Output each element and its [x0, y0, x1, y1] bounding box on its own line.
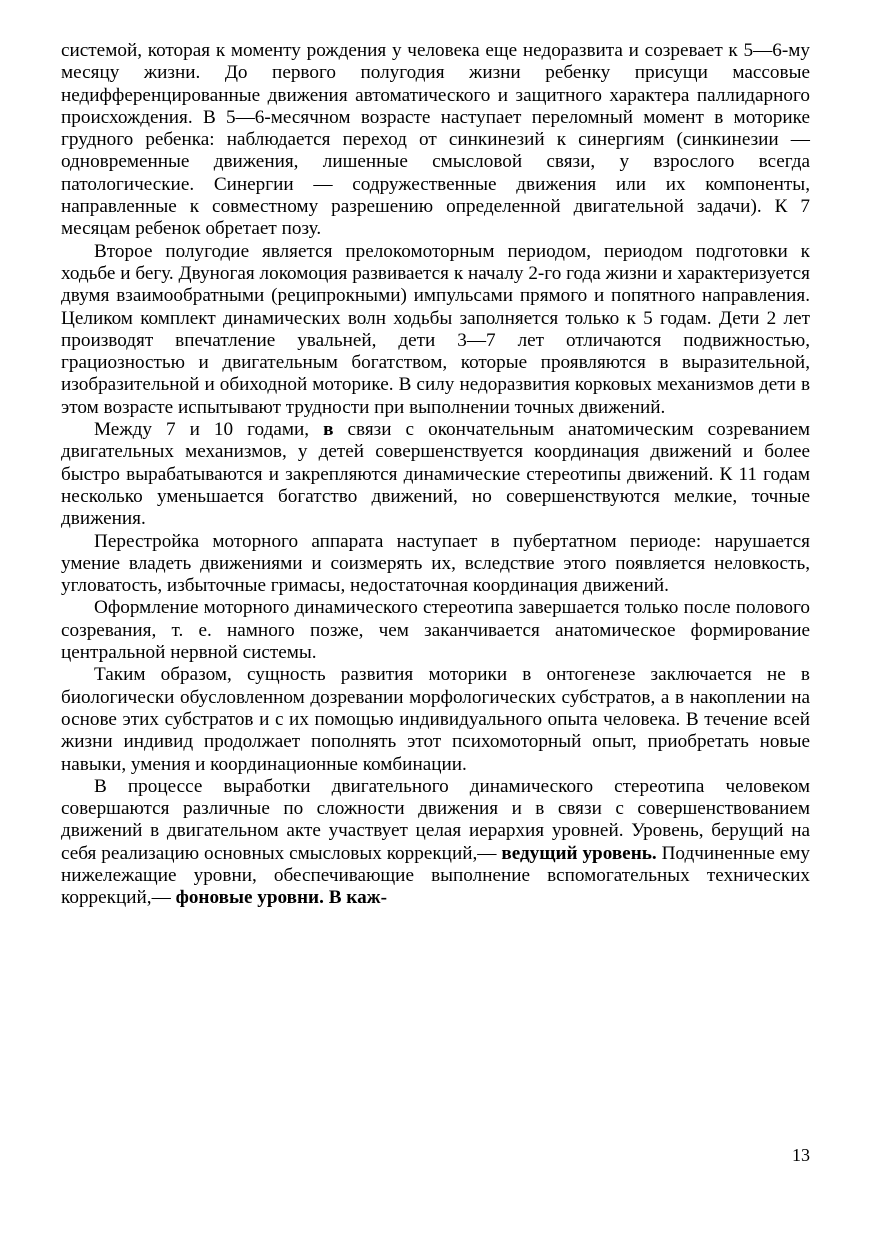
paragraph-4: Перестройка моторного аппарата наступает в пубертатном периоде: нарушается умение владеть движениями и соизмерять их, вследствие этого появляется неловкость, угловатость, избыточные гримасы, недостаточная координация движений. — [61, 530, 810, 597]
paragraph-7 — [61, 776, 810, 910]
background-levels-term: фоновые уровни. В каж- — [175, 887, 387, 909]
page-body — [61, 40, 810, 910]
paragraph-7-part-1: В процессе выработки двигательного динамического стереотипа человеком совершаются различные по сложности движения и в связи с совершенствованием движений в двигательном акте участвует целая иерархия уровней. Уровень, берущий на себя реализацию основных смысловых коррекций,— — [61, 775, 810, 864]
paragraph-5: Оформление моторного динамического стереотипа завершается только после полового созревания, т. е. намного позже, чем заканчивается анатомическое формирование центральной нервной системы. — [61, 597, 810, 664]
paragraph-6: Таким образом, сущность развития моторики в онтогенезе заключается не в биологически обусловленном дозревании морфологических субстратов, а в накоплении на основе этих субстратов и с их помощью индивидуального опыта человека. В течение всей жизни индивид продолжает пополнять этот психомоторный опыт, приобретать новые навыки, умения и координационные комбинации. — [61, 664, 810, 775]
paragraph-3 — [61, 419, 810, 530]
page-number: 13 — [792, 1145, 810, 1165]
paragraph-3-bold-word: в — [323, 419, 334, 441]
paragraph-3-start: Между 7 и 10 годами, — [94, 419, 324, 441]
paragraph-2: Второе полугодие является прелокомоторным периодом, периодом подготовки к ходьбе и бегу. Двуногая локомоция развивается к началу 2-го года жизни и характеризуется двумя взаимообратными (реципрокными) импульсами прямого и попятного направления. Целиком комплект динамических волн ходьбы заполняется только к 5 годам. Дети 2 лет производят впечатление увальней, дети 3—7 лет отличаются подвижностью, грациозностью и двигательным богатством, которые проявляются в выразительной, изобразительной и обиходной моторике. В силу недоразвития корковых механизмов дети в этом возрасте испытывают трудности при выполнении точных движений. — [61, 240, 810, 418]
paragraph-7-part-2: Подчиненные ему нижележащие уровни, обеспечивающие выполнение вспомогательных технических коррекций,— — [61, 842, 810, 909]
paragraph-3-rest: связи с окончательным анатомическим созреванием двигательных механизмов, у детей совершенствуется координация движений и более быстро вырабатываются и закрепляются динамические стереотипы движений. К 11 годам несколько уменьшается богатство движений, но совершенствуются мелкие, точные движения. — [61, 419, 810, 530]
paragraph-1: системой, которая к моменту рождения у человека еще недоразвита и созревает к 5—6-му месяцу жизни. До первого полугодия жизни ребенку присущи массовые недифференцированные движения автоматического и защитного характера паллидарного происхождения. В 5—6-месячном возрасте наступает переломный момент в моторике грудного ребенка: наблюдается переход от синкинезий к синергиям (синкинезии — одновременные движения, лишенные смысловой связи, у взрослого всегда патологические. Синергии — содружественные движения или их компоненты, направленные к совместному разрешению определенной двигательной задачи). К 7 месяцам ребенок обретает позу. — [61, 40, 810, 240]
leading-level-term: ведущий уровень. — [501, 842, 657, 864]
